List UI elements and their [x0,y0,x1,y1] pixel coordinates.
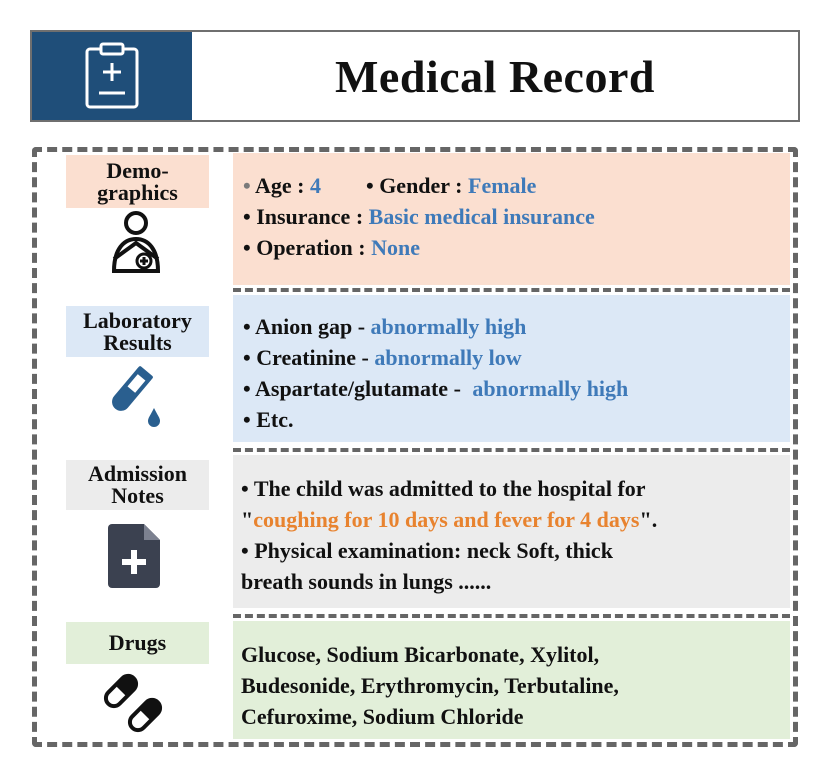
admission-label-line2: Notes [111,483,164,508]
demographics-label [66,155,209,208]
laboratory-label-line2: Results [103,329,172,355]
drugs-line-1: Glucose, Sodium Bicarbonate, Xylitol, [241,642,600,667]
section-divider [233,614,790,618]
operation-label: Operation : [256,235,366,260]
operation-value: None [371,235,420,260]
drugs-label-text: Drugs [108,630,167,655]
gender-value: Female [468,173,537,198]
drugs-label [66,622,209,664]
lab-item-anion-gap: • Anion gap - abnormally high [243,314,527,339]
page-title: Medical Record [335,50,655,102]
insurance-label: Insurance : [256,204,364,229]
laboratory-label-line1: Laboratory [83,307,192,333]
demographics-label-line1: Demo- [106,157,169,183]
medical-file-icon-wrap [106,522,162,590]
test-tube-icon [98,362,164,428]
demographics-line-age-gender: • Age : 4 • Gender : Female [243,173,537,198]
lab-item-etc: • Etc. [243,407,294,432]
drugs-line-2: Budesonide, Erythromycin, Terbutaline, [241,673,619,698]
pill-capsules-icon [101,671,165,735]
test-tube-icon-wrap [96,360,166,430]
admission-content [233,455,790,608]
pill-capsules-icon-wrap [100,670,166,736]
age-label: Age : [255,173,305,198]
laboratory-label [66,306,209,357]
lab-item-aspartate-glutamate: • Aspartate/glutamate - abnormally high [243,376,629,401]
lab-item-creatinine: • Creatinine - abnormally low [243,345,522,370]
drugs-content [233,621,790,739]
admission-note-1-line2: "coughing for 10 days and fever for 4 days". [241,507,658,532]
demographics-line-operation: • Operation : None [243,235,420,260]
header-icon-box [32,32,192,120]
section-divider [233,288,790,292]
clipboard-plus-icon [81,41,143,111]
section-divider [233,448,790,452]
drugs-line-3: Cefuroxime, Sodium Chloride [241,704,524,729]
patient-icon-wrap [106,208,166,274]
laboratory-content [233,295,790,442]
admission-note-2-line1: • Physical examination: neck Soft, thick [241,538,613,563]
demographics-line-insurance: • Insurance : Basic medical insurance [243,204,595,229]
insurance-value: Basic medical insurance [368,204,595,229]
admission-note-2-line2: breath sounds in lungs ...... [241,569,492,594]
record-header [30,30,800,122]
medical-file-icon [108,524,160,588]
admission-label [66,460,209,510]
age-value: 4 [309,173,321,198]
admission-note-1-line1: • The child was admitted to the hospital for [241,476,646,501]
demographics-content [233,153,790,285]
chief-complaint: coughing for 10 days and fever for 4 days [253,507,640,532]
patient-icon [108,209,164,273]
gender-label: Gender : [379,173,463,198]
demographics-label-line2: graphics [97,179,178,205]
admission-label-line1: Admission [87,461,188,486]
